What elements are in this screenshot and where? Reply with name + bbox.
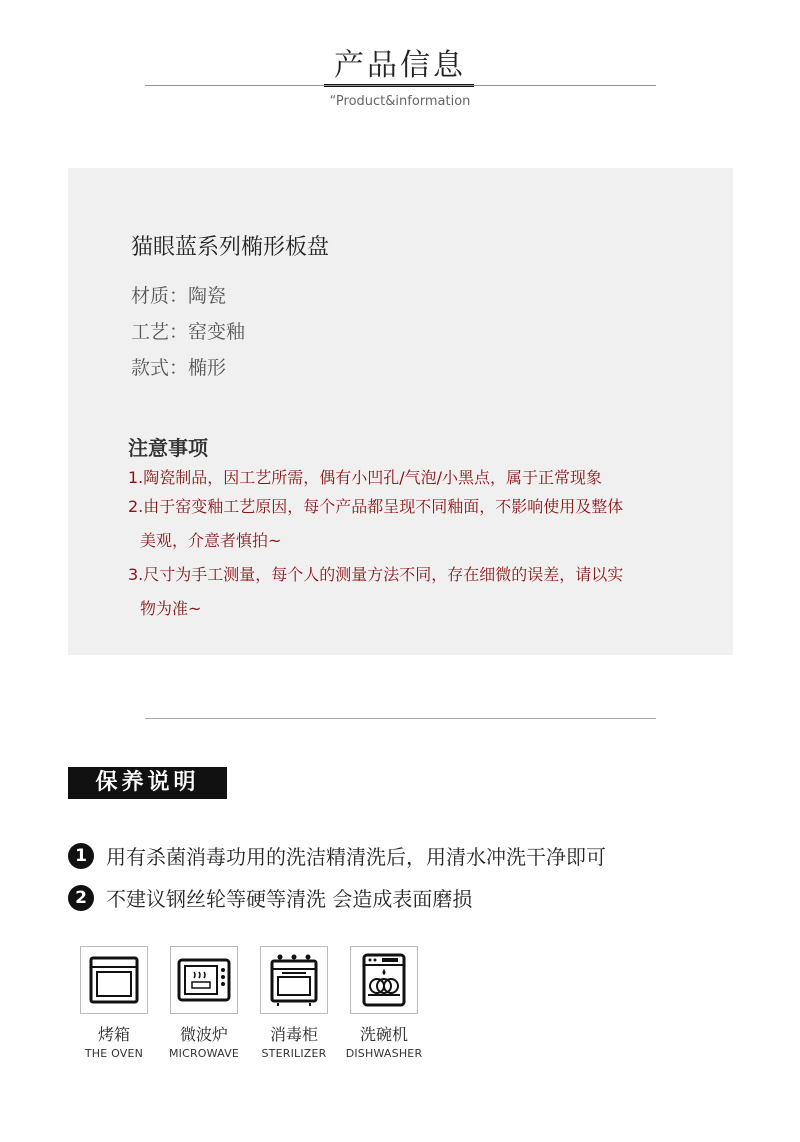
notes-title: 注意事项 [128, 436, 208, 460]
care-item [68, 841, 606, 870]
sterilizer-icon [260, 946, 328, 1014]
title-divider [145, 85, 656, 86]
note-line: 2.由于窑变釉工艺原因，每个产品都呈现不同釉面，不影响使用及整体 [128, 497, 624, 516]
note-line-continued: 美观，介意者慎拍~ [140, 531, 282, 550]
page-title: 产品信息 [334, 48, 466, 83]
care-number-badge: 2 [68, 885, 94, 911]
care-title: 保养说明 [68, 767, 227, 799]
note-item [128, 558, 688, 626]
attribute-value: 窑变釉 [188, 321, 246, 343]
appliance-oven [69, 946, 159, 1060]
care-text: 用有杀菌消毒功用的洗洁精清洗后，用清水冲洗干净即可 [106, 845, 606, 869]
attribute-value: 椭形 [188, 357, 227, 379]
care-number-badge: 1 [68, 843, 94, 869]
appliance-name: 洗碗机 [359, 1025, 408, 1044]
page-subtitle: “Product&information [329, 94, 471, 109]
appliance-name-en: DISHWASHER [345, 1047, 423, 1060]
attribute-label: 工艺： [131, 321, 189, 343]
appliance-dishwasher [339, 946, 429, 1060]
care-text: 不建议钢丝轮等硬等清洗 会造成表面磨损 [106, 887, 473, 911]
oven-icon [80, 946, 148, 1014]
appliance-name-en: STERILIZER [261, 1047, 327, 1060]
section-divider [145, 718, 656, 719]
product-name: 猫眼蓝系列椭形板盘 [131, 235, 330, 260]
note-line-continued: 物为准~ [140, 599, 202, 618]
attribute-style [131, 353, 226, 380]
note-line: 1.陶瓷制品，因工艺所需，偶有小凹孔/气泡/小黑点，属于正常现象 [128, 468, 603, 487]
attribute-craft [131, 317, 245, 344]
microwave-icon [170, 946, 238, 1014]
appliance-name: 微波炉 [179, 1025, 228, 1044]
appliance-name-en: MICROWAVE [168, 1047, 240, 1060]
attribute-value: 陶瓷 [188, 285, 227, 307]
care-item [68, 883, 472, 912]
appliance-microwave [159, 946, 249, 1060]
dishwasher-icon [350, 946, 418, 1014]
appliance-sterilizer [249, 946, 339, 1060]
note-item [128, 490, 688, 558]
attribute-material [131, 281, 226, 308]
attribute-label: 款式： [131, 357, 189, 379]
attribute-label: 材质： [131, 285, 189, 307]
appliance-name-en: THE OVEN [84, 1047, 144, 1060]
appliance-name: 消毒柜 [269, 1025, 318, 1044]
appliance-name: 烤箱 [97, 1025, 130, 1044]
note-line: 3.尺寸为手工测量，每个人的测量方法不同，存在细微的误差，请以实 [128, 565, 624, 584]
